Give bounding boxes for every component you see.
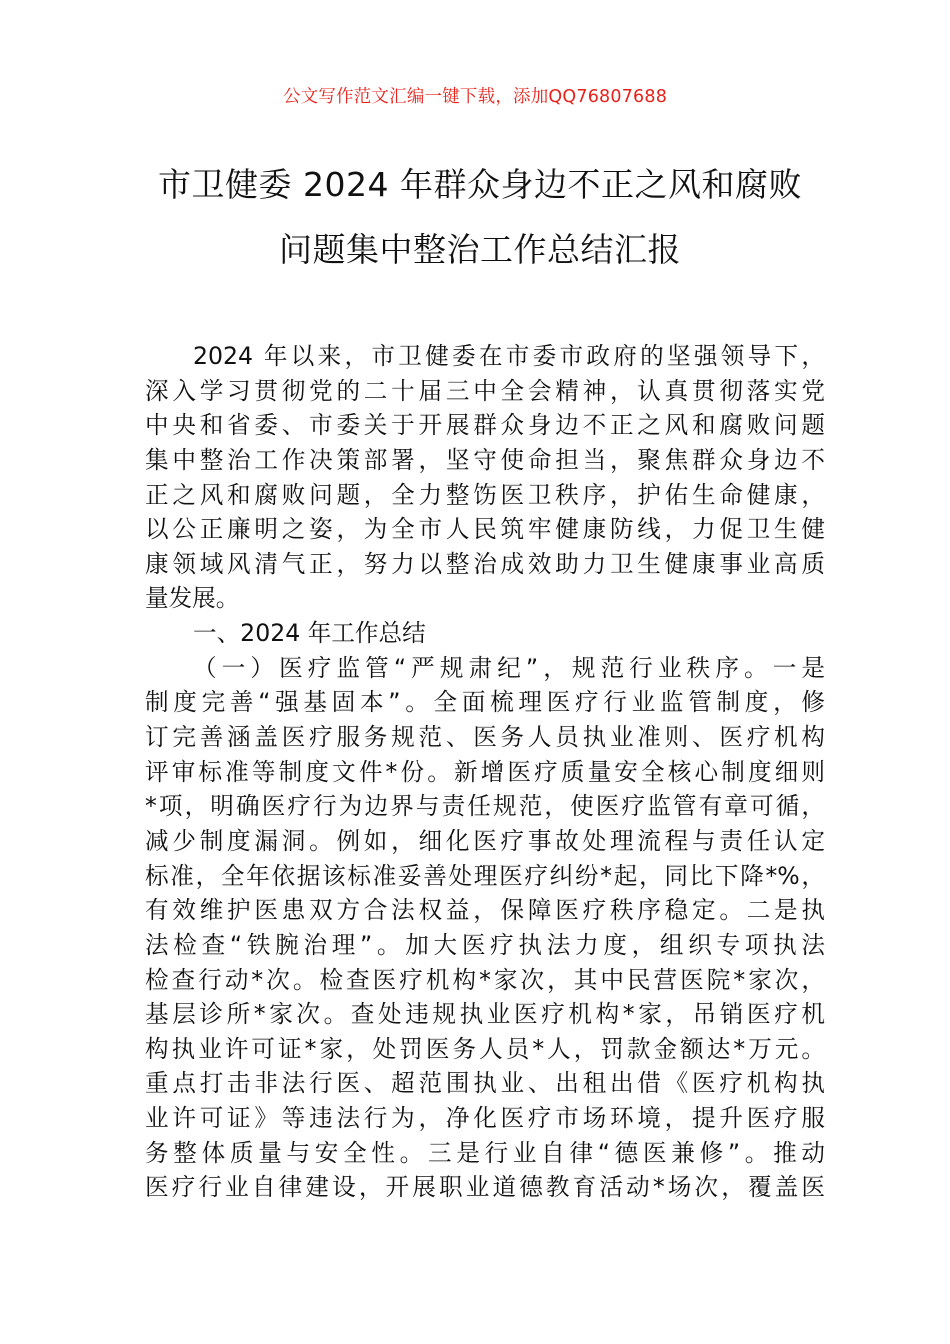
text-line: 法检查“铁腕治理”。加大医疗执法力度，组织专项执法 — [145, 930, 825, 959]
text-line: 减少制度漏洞。例如，细化医疗事故处理流程与责任认定 — [145, 826, 825, 855]
text-line: 制度完善“强基固本”。全面梳理医疗行业监管制度，修 — [145, 688, 825, 717]
text-line: 康领域风清气正，努力以整治成效助力卫生健康事业高质 — [145, 549, 825, 578]
paragraph-intro — [145, 339, 825, 616]
promo-banner — [0, 84, 950, 110]
title-line-2: 问题集中整治工作总结汇报 — [279, 230, 681, 269]
text-line: 务整体质量与安全性。三是行业自律“德医兼修”。推动 — [145, 1138, 825, 1167]
text-line: 评审标准等制度文件*份。新增医疗质量安全核心制度细则 — [145, 757, 825, 786]
text-line: 量发展。 — [145, 584, 240, 613]
text-line: 基层诊所*家次。查处违规执业医疗机构*家，吊销医疗机 — [145, 1000, 825, 1029]
text-line: 有效维护医患双方合法权益，保障医疗秩序稳定。二是执 — [145, 896, 825, 925]
text-line: 订完善涵盖医疗服务规范、医务人员执业准则、医疗机构 — [145, 723, 825, 752]
text-line: 以公正廉明之姿，为全市人民筑牢健康防线，力促卫生健 — [145, 515, 825, 544]
text-line: 正之风和腐败问题，全力整饬医卫秩序，护佑生命健康， — [145, 480, 825, 509]
text-line: 中央和省委、市委关于开展群众身边不正之风和腐败问题 — [145, 411, 825, 440]
paragraph-section-1-1 — [145, 651, 825, 1205]
text-line: 检查行动*次。检查医疗机构*家次，其中民营医院*家次， — [145, 965, 825, 994]
section-heading-text: 一、2024 年工作总结 — [193, 619, 426, 648]
text-line: 2024 年以来，市卫健委在市委市政府的坚强领导下， — [193, 342, 825, 370]
text-line: 深入学习贯彻党的二十届三中全会精神，认真贯彻落实党 — [145, 376, 825, 405]
text-line: 集中整治工作决策部署，坚守使命担当，聚焦群众身边不 — [145, 445, 825, 474]
section-heading — [145, 616, 825, 651]
document-title — [140, 152, 820, 282]
text-line: *项，明确医疗行为边界与责任规范，使医疗监管有章可循， — [145, 792, 825, 821]
text-line: 业许可证》等违法行为，净化医疗市场环境，提升医疗服 — [145, 1104, 825, 1133]
text-line: 重点打击非法行医、超范围执业、出租出借《医疗机构执 — [145, 1069, 825, 1098]
text-line: 医疗行业自律建设，开展职业道德教育活动*场次，覆盖医 — [145, 1173, 825, 1202]
document-body — [145, 339, 825, 1205]
promo-banner-text: 公文写作范文汇编一键下载，添加QQ76807688 — [282, 87, 668, 107]
text-line: 标准，全年依据该标准妥善处理医疗纠纷*起，同比下降*%， — [145, 861, 825, 890]
text-line: 构执业许可证*家，处罚医务人员*人，罚款金额达*万元。 — [145, 1034, 825, 1063]
title-line-1: 市卫健委 2024 年群众身边不正之风和腐败 — [158, 165, 802, 204]
text-line: （一）医疗监管“严规肃纪”，规范行业秩序。一是 — [193, 653, 825, 682]
